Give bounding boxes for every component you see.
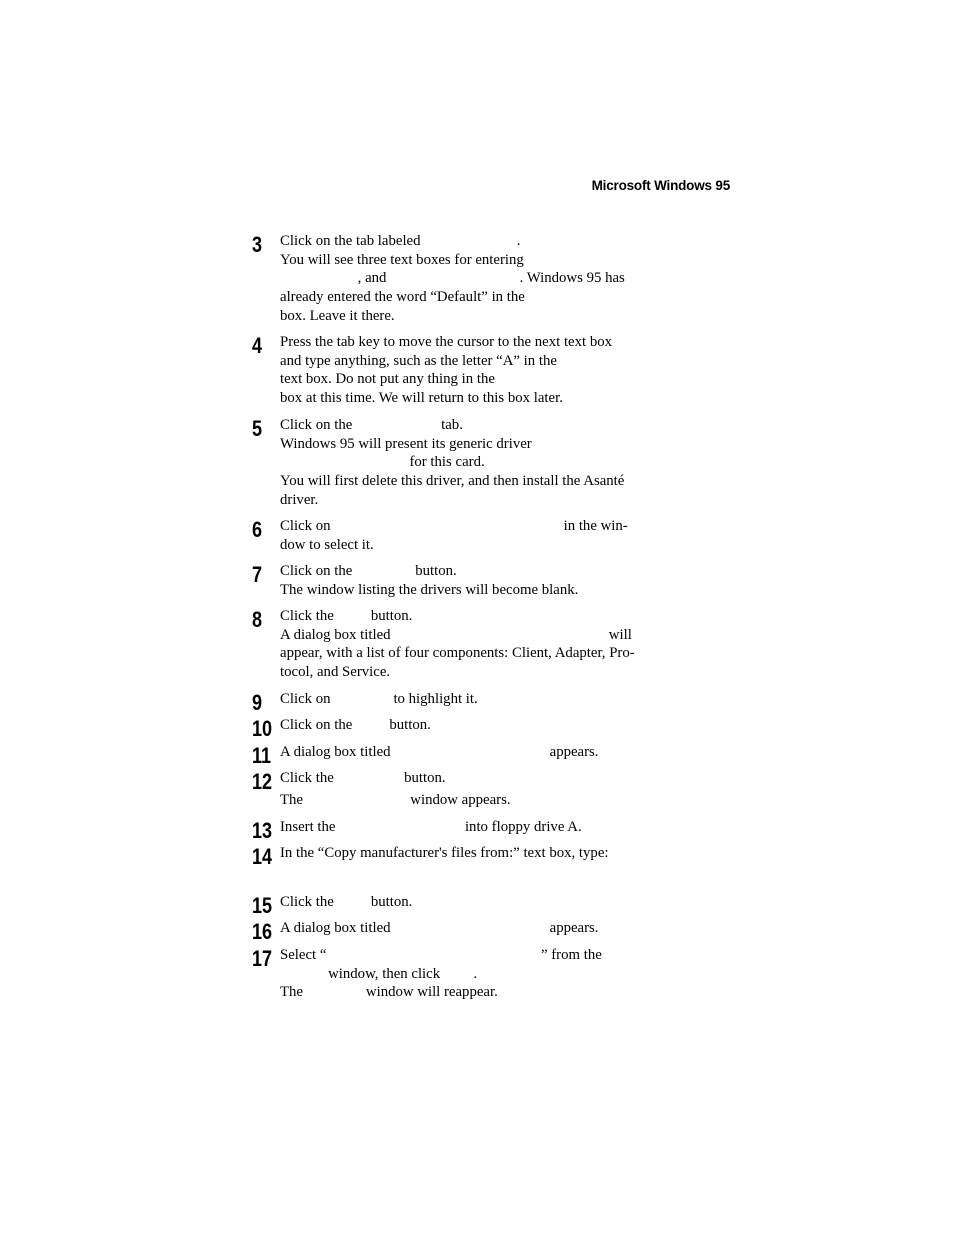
step-line: The window appears. bbox=[280, 791, 511, 808]
step-line: Click the button. bbox=[280, 608, 413, 624]
step-text bbox=[280, 517, 680, 554]
step-number: 17 bbox=[252, 946, 273, 971]
step-number: 8 bbox=[252, 607, 263, 632]
running-header: Microsoft Windows 95 bbox=[591, 178, 730, 193]
step-line: Click on to highlight it. bbox=[280, 691, 478, 707]
step-line: driver. bbox=[280, 491, 319, 508]
step-line: In the “Copy manufacturer's files from:” text box, type: bbox=[280, 845, 609, 861]
step-line: Click the button. bbox=[280, 894, 413, 910]
step-text bbox=[280, 232, 680, 325]
step-text bbox=[280, 893, 680, 912]
step-text bbox=[280, 844, 680, 863]
step-line: Click on the tab. bbox=[280, 417, 463, 433]
step-line: already entered the word “Default” in the bbox=[280, 289, 525, 306]
step-line: A dialog box titled appears. bbox=[280, 744, 599, 760]
step-number: 3 bbox=[252, 232, 263, 257]
step-line: box. Leave it there. bbox=[280, 307, 395, 324]
step-text bbox=[280, 769, 680, 809]
step-text bbox=[280, 818, 680, 837]
step-text bbox=[280, 690, 680, 709]
step-number: 7 bbox=[252, 562, 263, 587]
step-number: 11 bbox=[252, 743, 272, 768]
step-number: 15 bbox=[252, 893, 273, 918]
step-line: The window listing the drivers will become blank. bbox=[280, 581, 579, 598]
step-line: for this card. bbox=[280, 454, 485, 471]
step-number: 6 bbox=[252, 517, 263, 542]
step-text bbox=[280, 743, 680, 762]
step-line: tocol, and Service. bbox=[280, 664, 391, 681]
step-number: 9 bbox=[252, 690, 263, 715]
step-line: The window will reappear. bbox=[280, 984, 498, 1001]
step-text bbox=[280, 716, 680, 735]
step-text bbox=[280, 946, 680, 1002]
step-line: You will first delete this driver, and then install the Asanté bbox=[280, 473, 625, 490]
step-line: Click on the button. bbox=[280, 563, 457, 579]
step-text bbox=[280, 562, 680, 599]
step-line: dow to select it. bbox=[280, 536, 374, 553]
step-line: A dialog box titled appears. bbox=[280, 920, 599, 936]
step-line: Press the tab key to move the cursor to the next text box bbox=[280, 334, 613, 350]
step-line: , and . Windows 95 has bbox=[280, 270, 625, 287]
step-line: Click the button. bbox=[280, 770, 446, 786]
step-line: Select “ ” from the bbox=[280, 947, 602, 963]
step-line: appear, with a list of four components: Client, Adapter, Pro- bbox=[280, 645, 635, 662]
step-number: 5 bbox=[252, 416, 263, 441]
step-line: Click on in the win- bbox=[280, 518, 628, 534]
step-text bbox=[280, 919, 680, 938]
step-number: 12 bbox=[252, 769, 273, 794]
step-line: Insert the into floppy drive A. bbox=[280, 819, 582, 835]
step-text bbox=[280, 333, 680, 408]
step-line: Click on the tab labeled . bbox=[280, 233, 521, 249]
step-line: Windows 95 will present its generic driver bbox=[280, 435, 532, 452]
step-number: 16 bbox=[252, 919, 273, 944]
step-number: 14 bbox=[252, 844, 273, 869]
step-line: text box. Do not put any thing in the bbox=[280, 371, 495, 388]
step-line: box at this time. We will return to this box later. bbox=[280, 390, 563, 407]
step-text bbox=[280, 607, 680, 682]
step-number: 4 bbox=[252, 333, 263, 358]
step-line: Click on the button. bbox=[280, 717, 431, 733]
step-number: 10 bbox=[252, 716, 273, 741]
step-line: You will see three text boxes for entering bbox=[280, 251, 524, 268]
step-line: and type anything, such as the letter “A” in the bbox=[280, 352, 557, 369]
step-text bbox=[280, 416, 680, 509]
step-number: 13 bbox=[252, 818, 273, 843]
step-line: window, then click . bbox=[280, 965, 478, 982]
step-line: A dialog box titled will bbox=[280, 626, 632, 643]
